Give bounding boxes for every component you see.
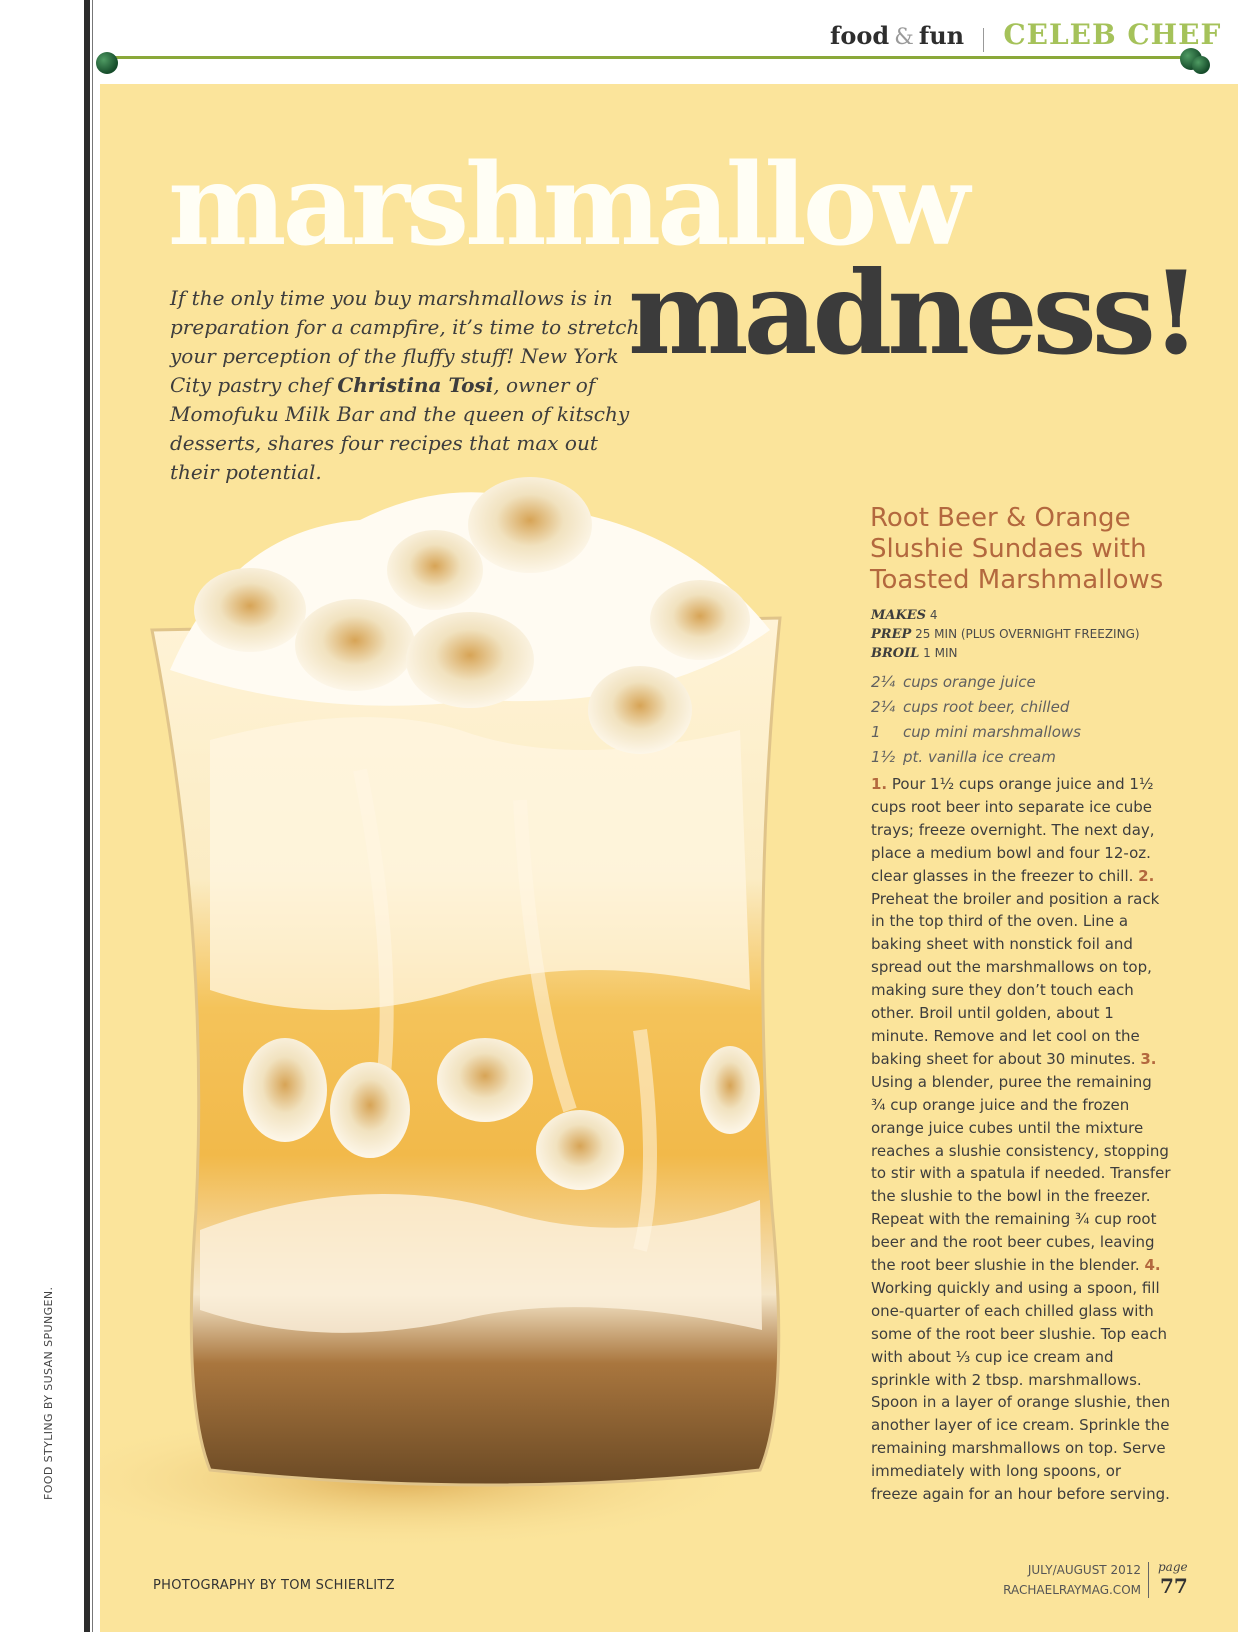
- ingredient-list: [871, 670, 1211, 770]
- step-number: 3.: [1140, 1049, 1157, 1068]
- intro-paragraph: [170, 284, 640, 487]
- intro-text-after: , owner of Momofuku Milk Bar and the queen of kitschy desserts, shares four recipes that max out their potential.: [170, 373, 630, 484]
- binding-edge: [84, 0, 90, 1632]
- meta-key: BROIL: [871, 646, 920, 661]
- ingredient-name: cups root beer, chilled: [903, 698, 1070, 716]
- section-fun: fun: [918, 21, 965, 50]
- ingredient-name: cup mini marshmallows: [903, 723, 1081, 741]
- meta-row-broil: [871, 644, 1211, 663]
- meta-value: 25 MIN (PLUS OVERNIGHT FREEZING): [915, 627, 1140, 641]
- sundae-photo: [100, 470, 820, 1550]
- green-pin-icon: [1192, 56, 1210, 74]
- photo-credit: PHOTOGRAPHY BY TOM SCHIERLITZ: [153, 1578, 395, 1593]
- section-food: food: [830, 21, 890, 50]
- ingredient-qty: 1½: [871, 748, 896, 766]
- meta-row-prep: [871, 625, 1211, 644]
- ingredient-item: [871, 670, 1211, 695]
- folio: [1003, 1560, 1141, 1600]
- step-number: 1.: [871, 775, 888, 793]
- meta-key: PREP: [871, 627, 912, 642]
- meta-key: MAKES: [871, 608, 927, 623]
- ingredient-item: [871, 720, 1211, 745]
- section-header: [830, 18, 1221, 58]
- folio-date: JULY/AUGUST 2012: [1027, 1563, 1141, 1577]
- ingredient-item: [871, 695, 1211, 720]
- meta-row-makes: [871, 606, 1211, 625]
- recipe-meta: [871, 606, 1211, 663]
- styling-credit: FOOD STYLING BY SUSAN SPUNGEN.: [42, 1286, 55, 1500]
- recipe-title: Root Beer & Orange Slushie Sundaes with Toasted Marshmallows: [870, 503, 1164, 595]
- ingredient-name: pt. vanilla ice cream: [903, 748, 1056, 766]
- meta-value: 1 MIN: [923, 646, 958, 660]
- folio-site: RACHAELRAYMAG.COM: [1003, 1583, 1141, 1597]
- step-number: 2.: [1138, 866, 1155, 885]
- step-number: 4.: [1144, 1256, 1161, 1275]
- step-text: Preheat the broiler and position a rack in the top third of the oven. Line a baking sheet with nonstick foil and spread out the marshmallows on top, making sure they don’t touch each other. Broil until golden, about 1 minute. Remove and let cool on the baking sheet for about 30 minutes.: [871, 889, 1160, 1068]
- intro-chef-name: Christina Tosi: [337, 373, 494, 397]
- step-text: Working quickly and using a spoon, fill one-quarter of each chilled glass with some of the root beer slushie. Top each with about ⅓ cup ice cream and sprinkle with 2 tbsp. marshmallows. Spoon in a layer of orange slushie, then another layer of ice cream. Sprinkle the remaining marshmallows on top. Serve immediately with long spoons, or freeze again for an hour before serving.: [871, 1278, 1171, 1504]
- ingredient-qty: 2¼: [871, 698, 896, 716]
- headline-madness: madness!: [628, 246, 1197, 380]
- step-text: Pour 1½ cups orange juice and 1½ cups root beer into separate ice cube trays; freeze overnight. The next day, place a medium bowl and four 12-oz. clear glasses in the freezer to chill.: [871, 775, 1155, 885]
- ingredient-qty: 1: [871, 723, 881, 741]
- headline-marshmallow: marshmallow: [168, 140, 966, 271]
- step-text: Using a blender, puree the remaining ¾ cup orange juice and the frozen orange juice cubes until the mixture reaches a slushie consistency, stopping to stir with a spatula if needed. Transfer the slushie to the bowl in the freezer. Repeat with the remaining ¾ cup root beer and the root beer cubes, leaving the root beer slushie in the blender.: [871, 1072, 1171, 1275]
- ingredient-item: [871, 745, 1211, 770]
- meta-value: 4: [929, 608, 938, 622]
- ingredient-qty: 2¼: [871, 673, 896, 691]
- page-label: page: [1158, 1560, 1188, 1574]
- section-divider: [983, 28, 984, 52]
- folio-divider: [1148, 1562, 1149, 1598]
- binding-edge-thin: [92, 0, 93, 1632]
- recipe-steps: [871, 773, 1171, 1506]
- section-celeb-chef: CELEB CHEF: [1003, 18, 1222, 51]
- page-number: 77: [1160, 1574, 1188, 1598]
- section-amp: &: [894, 25, 914, 50]
- green-pin-icon: [96, 52, 118, 74]
- intro-text-before: If the only time you buy marshmallows is in preparation for a campfire, it’s time to stretch your perception of the fluffy stuff! New York City pastry chef: [170, 286, 640, 397]
- ingredient-name: cups orange juice: [903, 673, 1036, 691]
